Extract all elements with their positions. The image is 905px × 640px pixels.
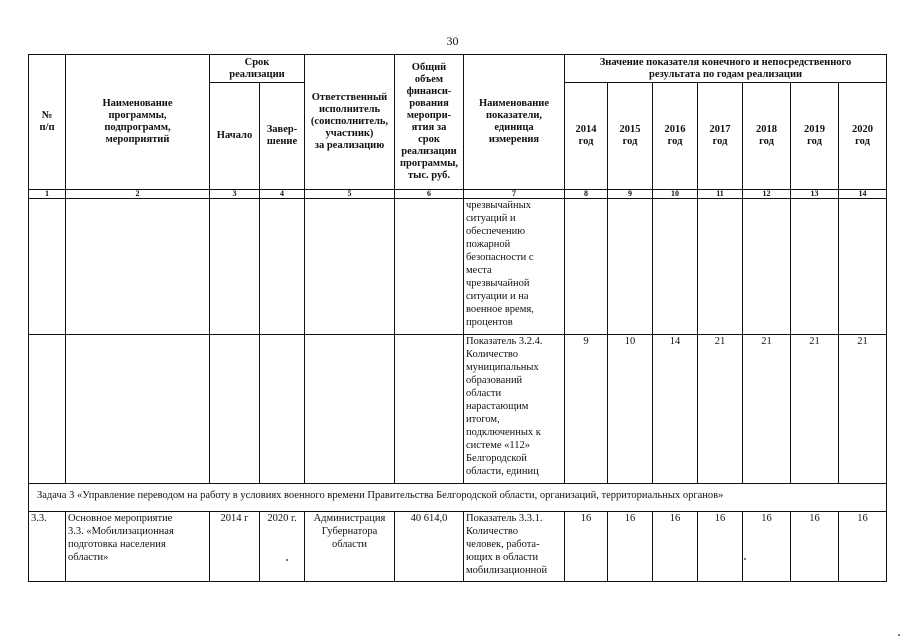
indicator-3-2-4-value-2017: 21 — [698, 335, 743, 484]
scan-speck — [744, 558, 746, 560]
col-num: 4 — [260, 190, 305, 199]
header-year-2019: 2019 год — [791, 83, 839, 190]
row-3-3-value-2015: 16 — [608, 512, 653, 582]
row-3-3-executor: Администрация Губернатора области — [305, 512, 395, 582]
header-year-2020: 2020 год — [839, 83, 887, 190]
col-num: 9 — [608, 190, 653, 199]
col-num: 2 — [66, 190, 210, 199]
indicator-3-2-4-value-2015: 10 — [608, 335, 653, 484]
header-year-2014: 2014 год — [565, 83, 608, 190]
header-name: Наименование программы, подпрограмм, мероприятий — [66, 55, 210, 190]
indicator-3-2-4-value-2019: 21 — [791, 335, 839, 484]
header-term: Срок реализации — [210, 55, 305, 83]
row-3-3-num: 3.3. — [29, 512, 66, 582]
row-3-3-name: Основное мероприятие 3.3. «Мобилизационная подготовка населения области» — [66, 512, 210, 582]
row-3-3-value-2019: 16 — [791, 512, 839, 582]
row-3-3-indicator: Показатель 3.3.1. Количество человек, работа- ющих в области мобилизационной — [464, 512, 565, 582]
header-values-title: Значение показателя конечного и непосредственного результата по годам реализации — [565, 55, 887, 83]
header-funding: Общий объем финанси- рования меропри- ятия за срок реализации программы, тыс. руб. — [395, 55, 464, 190]
col-num: 11 — [698, 190, 743, 199]
task-row — [29, 484, 887, 512]
row-3-3-value-2014: 16 — [565, 512, 608, 582]
header-num: № п/п — [29, 55, 66, 190]
header-end: Завер- шение — [260, 83, 305, 190]
row-3-3-value-2018: 16 — [743, 512, 791, 582]
header-year-2016: 2016 год — [653, 83, 698, 190]
row-3-3-value-2016: 16 — [653, 512, 698, 582]
header-year-2018: 2018 год — [743, 83, 791, 190]
scan-speck — [898, 634, 900, 636]
row-3-3-value-2020: 16 — [839, 512, 887, 582]
header-executor: Ответственный исполнитель (соисполнитель, участник) за реализацию — [305, 55, 395, 190]
col-num: 3 — [210, 190, 260, 199]
page-number: 30 — [446, 34, 459, 48]
row-3-3-end: 2020 г. — [260, 512, 305, 582]
row-3-3-value-2017: 16 — [698, 512, 743, 582]
header-indicator: Наименование показатели, единица измерения — [464, 55, 565, 190]
indicator-3-2-4-value-2016: 14 — [653, 335, 698, 484]
column-numbers-row — [29, 190, 887, 199]
row-3-3-funding: 40 614,0 — [395, 512, 464, 582]
col-num: 1 — [29, 190, 66, 199]
col-num: 10 — [653, 190, 698, 199]
header-year-2017: 2017 год — [698, 83, 743, 190]
indicator-3-2-4-value-2020: 21 — [839, 335, 887, 484]
col-num: 6 — [395, 190, 464, 199]
scan-speck — [286, 559, 288, 561]
header-year-2015: 2015 год — [608, 83, 653, 190]
indicator-3-2-4-value-2018: 21 — [743, 335, 791, 484]
col-num: 5 — [305, 190, 395, 199]
table-row — [29, 512, 887, 582]
col-num: 14 — [839, 190, 887, 199]
col-num: 7 — [464, 190, 565, 199]
indicator-3-2-4-name: Показатель 3.2.4. Количество муниципальных образований области нарастающим итогом, подключенных к системе «112» Белгородской области, единиц — [464, 335, 565, 484]
program-table — [28, 54, 887, 582]
table-row — [29, 199, 887, 335]
indicator-3-2-4-value-2014: 9 — [565, 335, 608, 484]
task-3-title: Задача 3 «Управление переводом на работу в условиях военного времени Правительства Белгородской области, организаций, территориальных органов» — [29, 484, 887, 512]
col-num: 12 — [743, 190, 791, 199]
table-row — [29, 335, 887, 484]
indicator-continuation: чрезвычайных ситуаций и обеспечению пожарной безопасности с места чрезвычайной ситуации и на военное время, процентов — [464, 199, 565, 335]
col-num: 13 — [791, 190, 839, 199]
row-3-3-start: 2014 г — [210, 512, 260, 582]
header-start: Начало — [210, 83, 260, 190]
col-num: 8 — [565, 190, 608, 199]
